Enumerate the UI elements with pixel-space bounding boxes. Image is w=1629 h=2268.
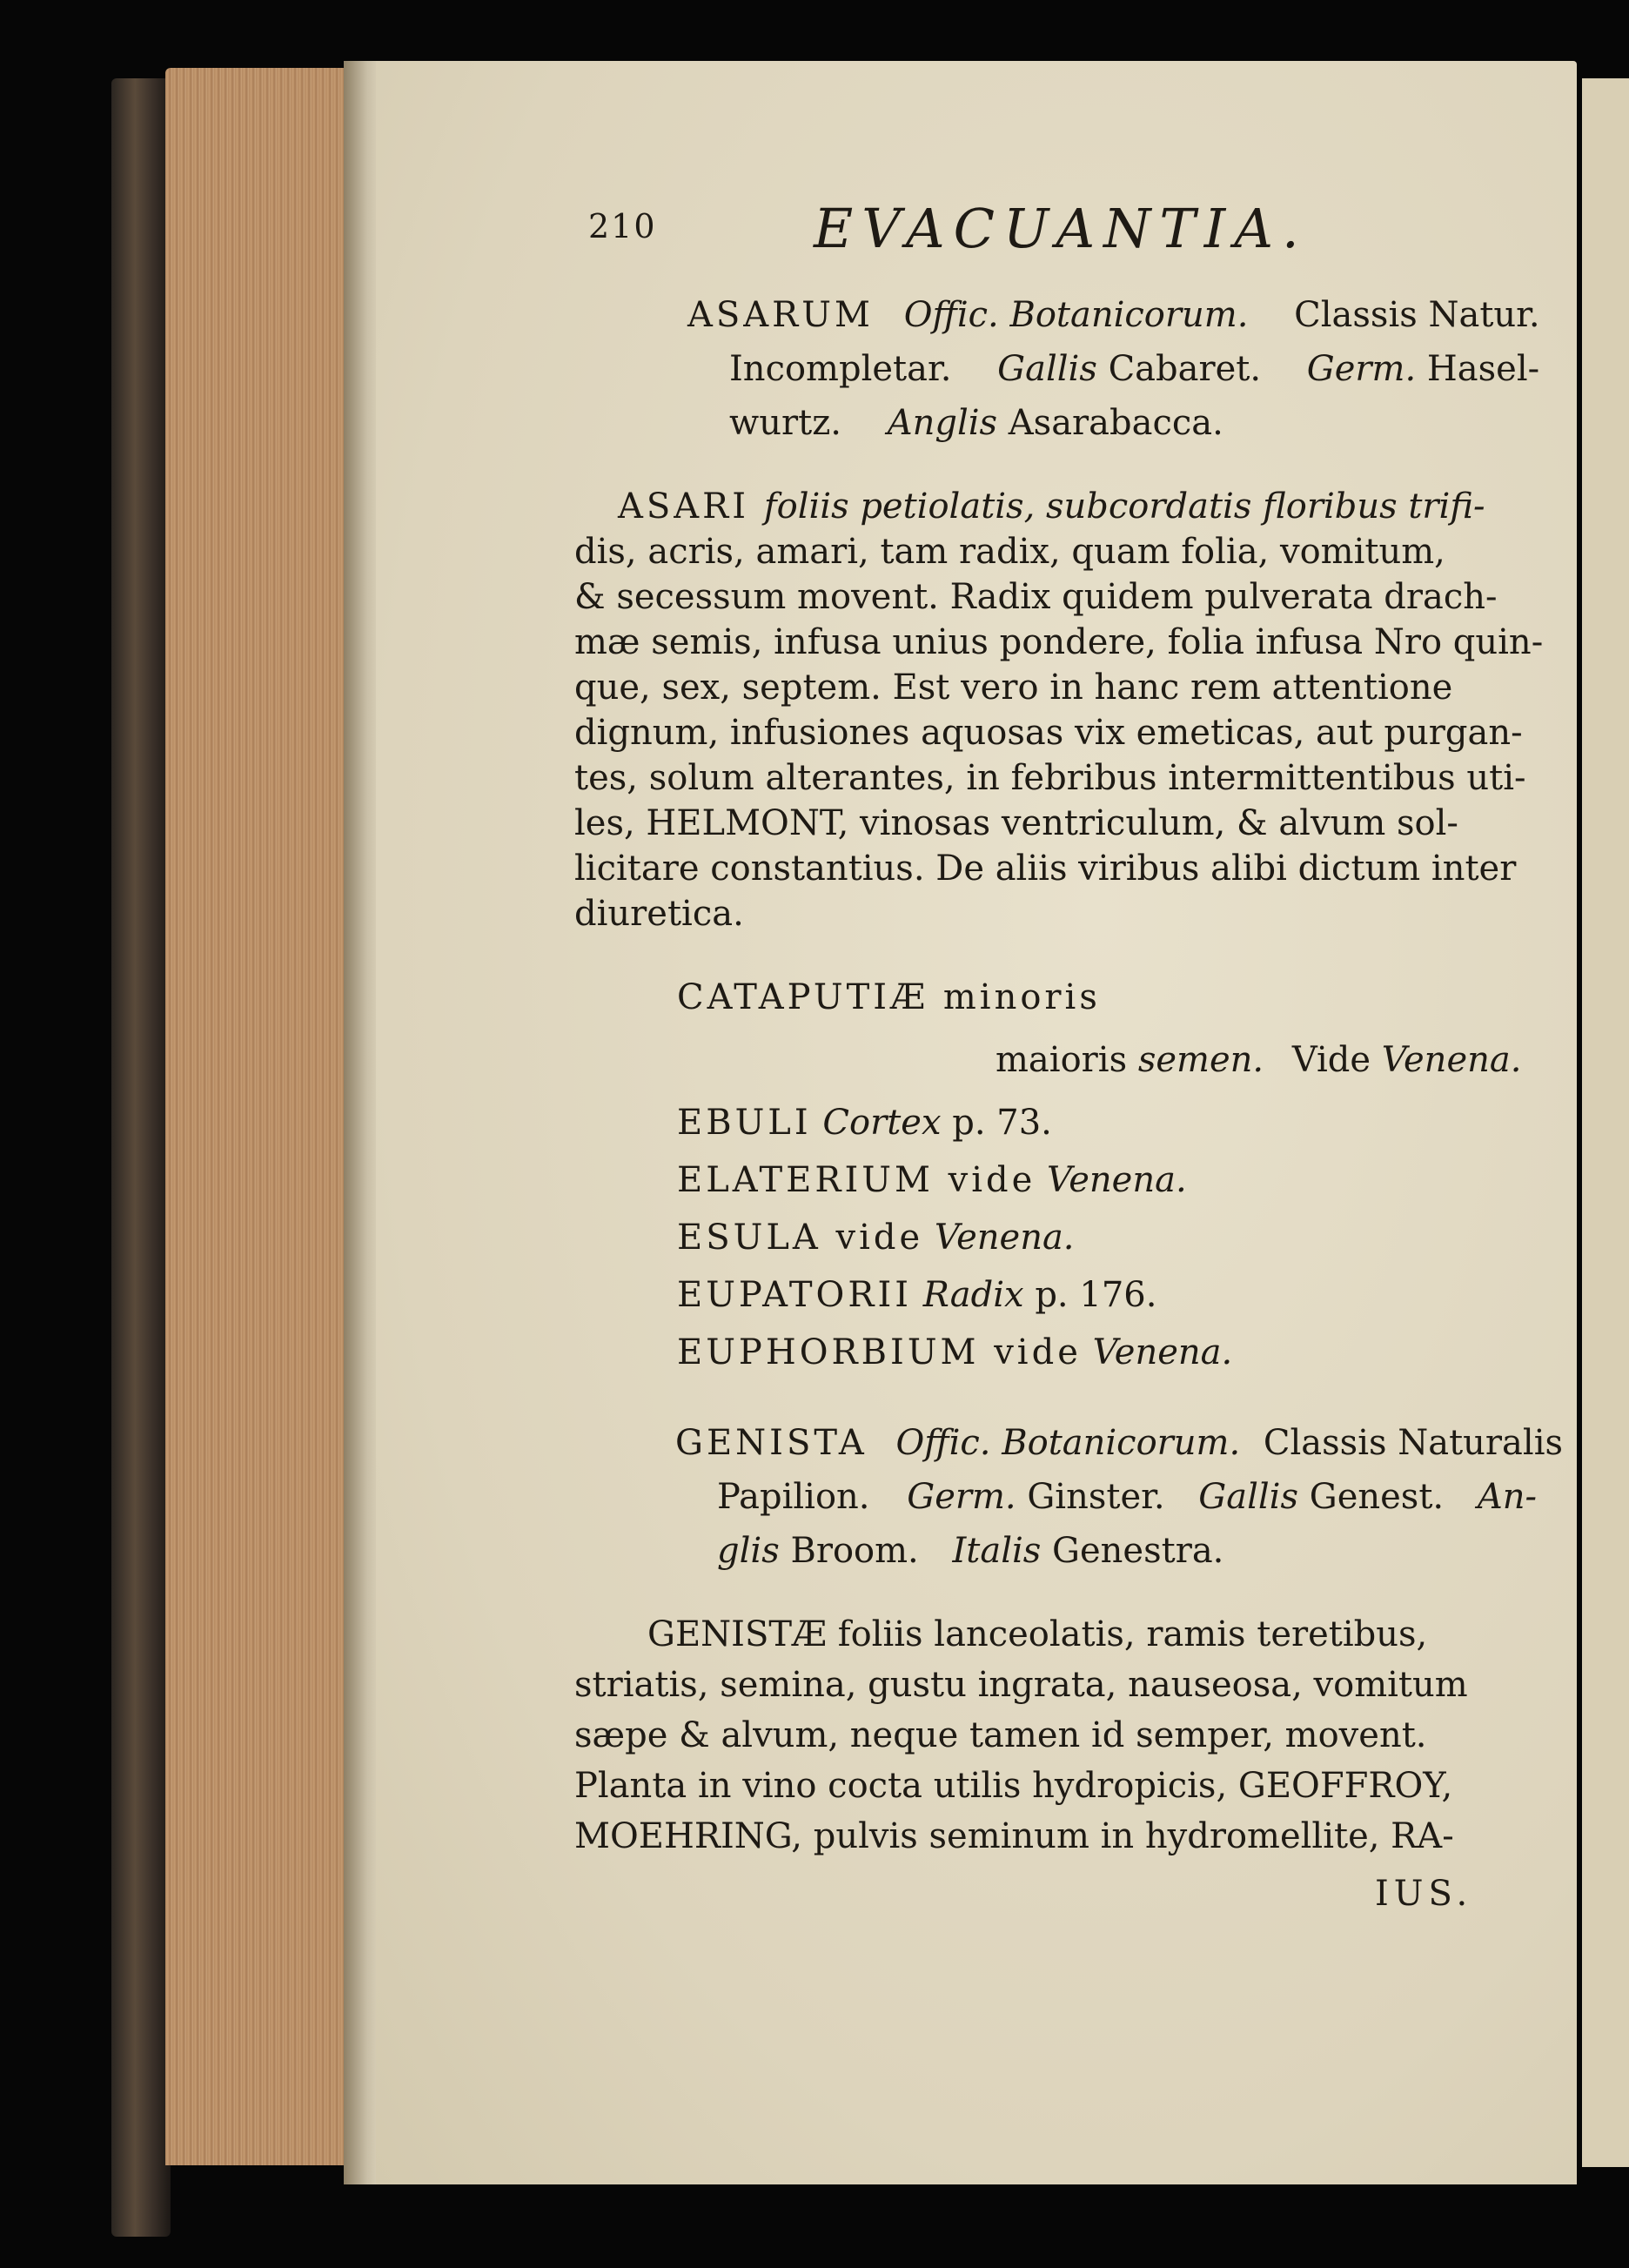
genista-line-1: GENISTA Offic. Botanicorum. Classis Naturalis bbox=[675, 1423, 1564, 1463]
catapu-line-1: CATAPUTIÆ minoris bbox=[677, 977, 1101, 1017]
asarum-line-3: wurtz. Anglis Asarabacca. bbox=[729, 403, 1223, 443]
asari-line: mæ semis, infusa unius pondere, folia infusa Nro quin- bbox=[574, 622, 1544, 662]
esula-line: ESULA vide Venena. bbox=[677, 1218, 1075, 1258]
elaterium-line: ELATERIUM vide Venena. bbox=[677, 1160, 1187, 1200]
asarum-line-2: Incompletar. Gallis Cabaret. Germ. Hasel- bbox=[729, 349, 1540, 389]
asari-line: ASARI foliis petiolatis, subcordatis floribus trifi- bbox=[618, 486, 1485, 527]
euphorbium-line: EUPHORBIUM vide Venena. bbox=[677, 1332, 1233, 1372]
asari-line: que, sex, septem. Est vero in hanc rem attentione bbox=[574, 668, 1453, 708]
asarum-line-1: ASARUM Offic. Botanicorum. Classis Natur. bbox=[687, 295, 1540, 335]
asari-line: dignum, infusiones aquosas vix emeticas, aut purgan- bbox=[574, 713, 1523, 753]
genista-line-3: glis Broom. Italis Genestra. bbox=[717, 1531, 1224, 1571]
genistae-line: MOEHRING, pulvis seminum in hydromellite, RA- bbox=[574, 1816, 1454, 1856]
asari-line: les, HELMONT, vinosas ventriculum, & alvum sol- bbox=[574, 803, 1458, 843]
eupatorii-line: EUPATORII Radix p. 176. bbox=[677, 1275, 1157, 1315]
running-title: EVACUANTIA. bbox=[814, 197, 1308, 260]
page-number: 210 bbox=[588, 207, 657, 245]
genistae-line: sæpe & alvum, neque tamen id semper, movent. bbox=[574, 1715, 1427, 1755]
genista-line-2: Papilion. Germ. Ginster. Gallis Genest. An- bbox=[717, 1477, 1537, 1517]
genistae-line: Planta in vino cocta utilis hydropicis, GEOFFROY, bbox=[574, 1766, 1453, 1806]
catchword: IUS. bbox=[1375, 1874, 1473, 1914]
ebuli-line: EBULI Cortex p. 73. bbox=[677, 1103, 1052, 1143]
asari-line: dis, acris, amari, tam radix, quam folia, vomitum, bbox=[574, 532, 1445, 572]
asari-line: tes, solum alterantes, in febribus intermittentibus uti- bbox=[574, 758, 1526, 798]
asari-line: licitare constantius. De aliis viribus alibi dictum inter bbox=[574, 849, 1517, 889]
genistae-line: GENISTÆ foliis lanceolatis, ramis teretibus, bbox=[647, 1614, 1428, 1654]
catapu-line-2: maioris semen. Vide Venena. bbox=[996, 1040, 1522, 1080]
asari-line: & secessum movent. Radix quidem pulverata drach- bbox=[574, 577, 1498, 617]
genistae-line: striatis, semina, gustu ingrata, nauseosa, vomitum bbox=[574, 1665, 1468, 1705]
asari-line: diuretica. bbox=[574, 894, 744, 934]
